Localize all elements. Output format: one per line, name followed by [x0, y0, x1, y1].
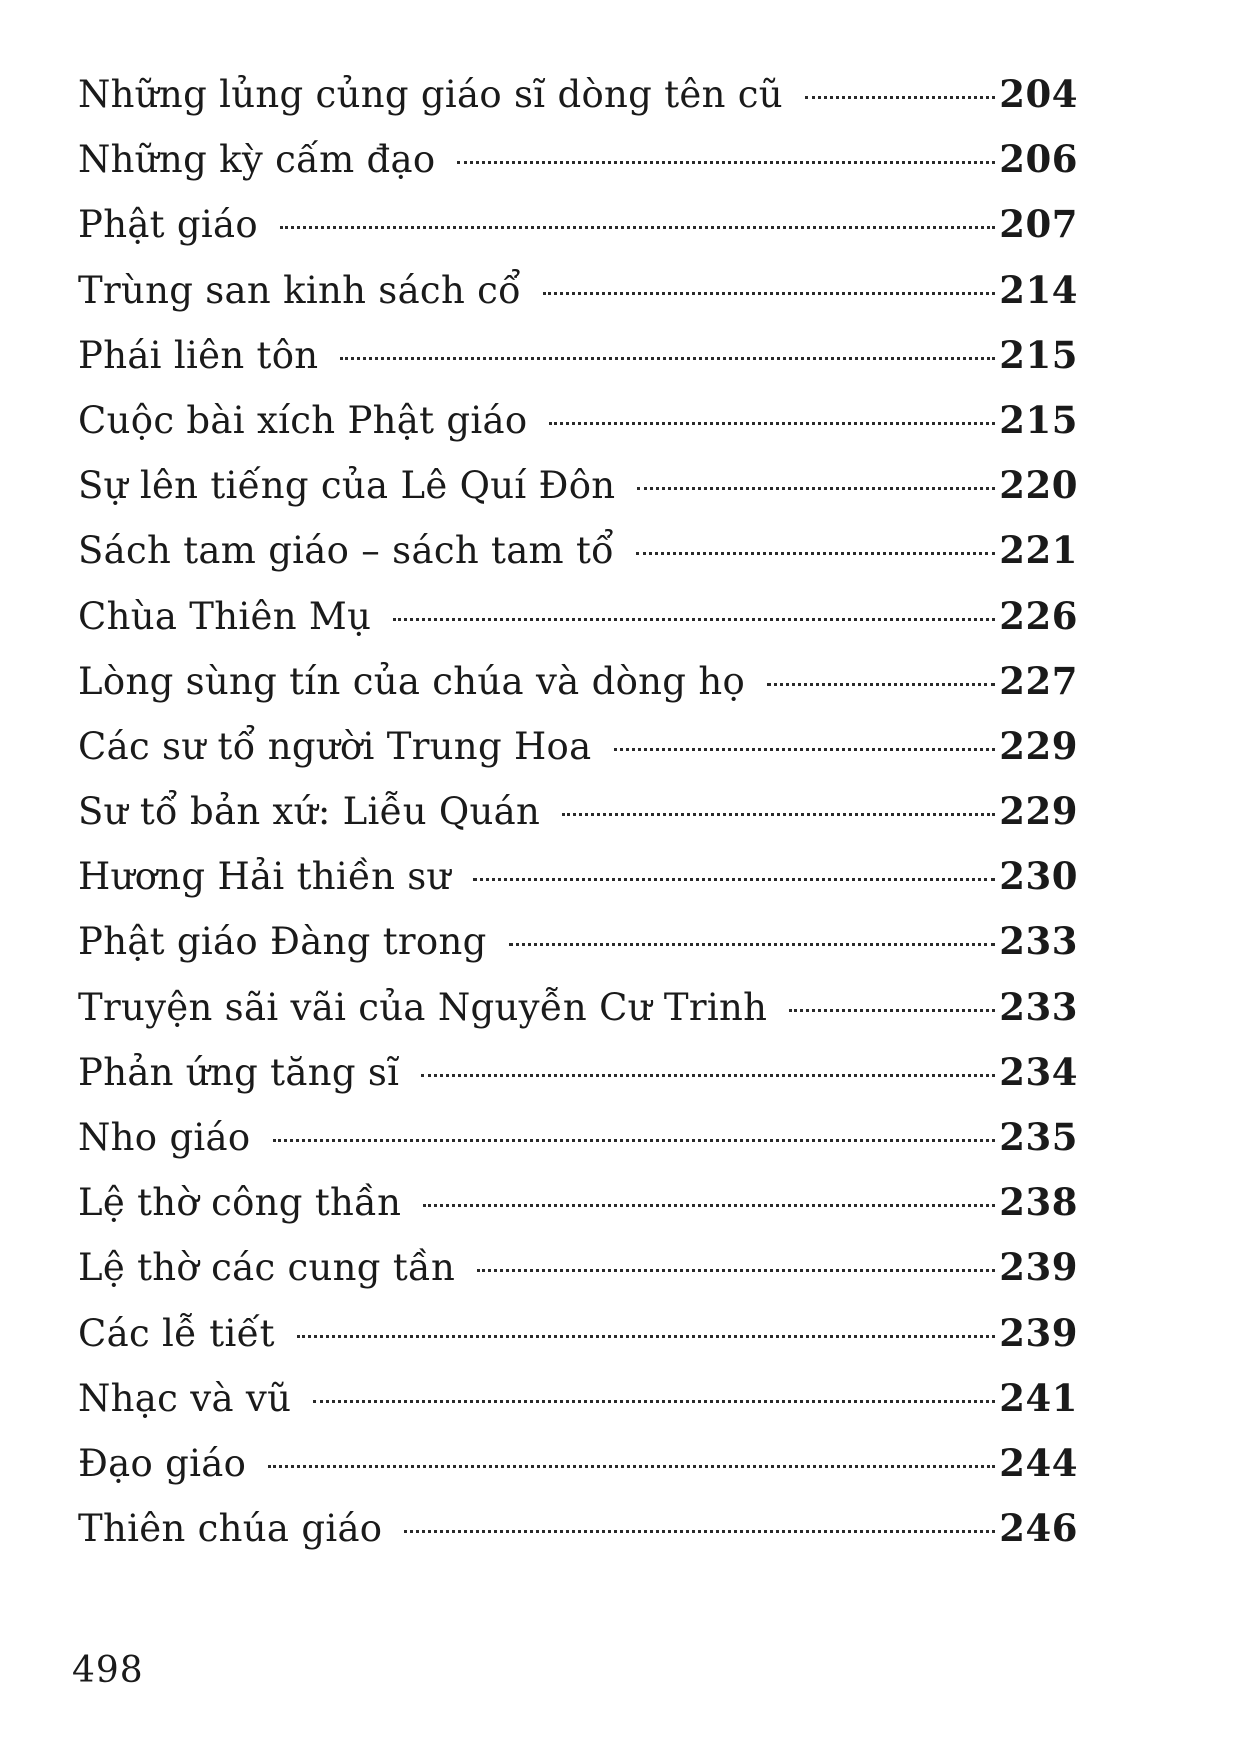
dot-leader [614, 748, 996, 751]
toc-entry [78, 333, 1078, 398]
toc-entry [78, 1115, 1078, 1180]
dot-leader [393, 618, 995, 621]
toc-entry-title: Sư tổ bản xứ: Liễu Quán [78, 790, 541, 834]
toc-entry-page: 226 [999, 593, 1078, 638]
toc-entry [78, 854, 1078, 919]
toc-entry-title: Truyện sãi vãi của Nguyễn Cư Trinh [78, 985, 768, 1029]
toc-entry-page: 207 [999, 202, 1078, 247]
toc-entry-page: 204 [999, 72, 1078, 116]
toc-entry [78, 985, 1078, 1050]
dot-leader [280, 226, 995, 229]
toc-entry-title: Phật giáo [78, 203, 258, 247]
toc-entry-page: 238 [999, 1180, 1078, 1225]
toc-entry [78, 919, 1078, 984]
dot-leader [457, 161, 995, 164]
toc-entry-title: Phật giáo Đàng trong [78, 920, 487, 964]
toc-entry-page: 206 [999, 137, 1078, 182]
toc-entry-page: 230 [999, 854, 1078, 899]
dot-leader [789, 1009, 995, 1012]
dot-leader [268, 1465, 995, 1468]
toc-entry [78, 594, 1078, 659]
toc-entry-title: Lòng sùng tín của chúa và dòng họ [78, 659, 746, 703]
toc-entry [78, 398, 1078, 463]
toc-entry [78, 202, 1078, 267]
toc-entry-title: Lệ thờ các cung tần [78, 1246, 456, 1290]
toc-entry-page: 246 [999, 1506, 1078, 1551]
toc-entry-page: 239 [999, 1245, 1078, 1290]
toc-entry-page: 235 [999, 1115, 1078, 1159]
dot-leader [273, 1139, 996, 1142]
toc-entry-title: Hương Hải thiền sư [78, 855, 451, 899]
toc-entry-title: Các sư tổ người Trung Hoa [78, 724, 592, 768]
toc-entry [78, 72, 1078, 137]
toc-entry-title: Thiên chúa giáo [78, 1507, 383, 1551]
toc-entry [78, 659, 1078, 724]
toc-entry-title: Phái liên tôn [78, 333, 319, 377]
dot-leader [421, 1074, 995, 1077]
toc-entry-page: 229 [999, 789, 1078, 834]
dot-leader [549, 422, 995, 425]
toc-entry [78, 1245, 1078, 1310]
table-of-contents [78, 72, 1078, 1571]
toc-entry-page: 220 [999, 463, 1078, 508]
toc-entry-page: 215 [999, 332, 1078, 377]
toc-entry-title: Phản ứng tăng sĩ [78, 1050, 400, 1094]
toc-entry-page: 214 [999, 267, 1078, 312]
dot-leader [423, 1204, 995, 1207]
toc-entry-page: 215 [999, 397, 1078, 442]
toc-entry [78, 268, 1078, 333]
dot-leader [473, 878, 996, 881]
toc-entry [78, 1441, 1078, 1506]
dot-leader [637, 487, 995, 490]
dot-leader [340, 357, 995, 360]
toc-entry-title: Lệ thờ công thần [78, 1181, 402, 1225]
toc-entry [78, 789, 1078, 854]
dot-leader [636, 552, 995, 555]
toc-entry-title: Trùng san kinh sách cổ [78, 268, 522, 312]
toc-entry [78, 463, 1078, 528]
dot-leader [313, 1400, 995, 1403]
toc-entry-title: Những kỳ cấm đạo [78, 138, 436, 182]
dot-leader [805, 96, 995, 99]
dot-leader [404, 1530, 995, 1533]
toc-entry-page: 233 [999, 919, 1078, 964]
toc-entry-title: Các lễ tiết [78, 1311, 275, 1355]
toc-entry [78, 528, 1078, 593]
dot-leader [562, 813, 995, 816]
dot-leader [477, 1269, 995, 1272]
toc-entry-page: 244 [999, 1440, 1078, 1485]
toc-entry-page: 227 [999, 658, 1078, 703]
toc-entry-title: Những lủng củng giáo sĩ dòng tên cũ [78, 73, 783, 116]
dot-leader [543, 292, 995, 295]
toc-entry [78, 724, 1078, 789]
toc-entry-title: Nhạc và vũ [78, 1376, 292, 1420]
toc-entry-title: Đạo giáo [78, 1441, 247, 1485]
toc-entry-title: Chùa Thiên Mụ [78, 594, 372, 638]
toc-entry [78, 1311, 1078, 1376]
page-number: 498 [72, 1650, 144, 1691]
dot-leader [509, 943, 996, 946]
toc-entry [78, 1506, 1078, 1571]
dot-leader [767, 683, 995, 686]
toc-entry-page: 221 [999, 528, 1078, 573]
toc-entry-title: Nho giáo [78, 1116, 251, 1159]
toc-entry-title: Sự lên tiếng của Lê Quí Đôn [78, 464, 616, 508]
toc-entry-page: 233 [999, 984, 1078, 1029]
toc-entry [78, 1180, 1078, 1245]
toc-entry-page: 229 [999, 723, 1078, 768]
toc-entry [78, 137, 1078, 202]
toc-entry [78, 1050, 1078, 1115]
toc-entry-title: Sách tam giáo – sách tam tổ [78, 529, 615, 573]
toc-entry-page: 234 [999, 1049, 1078, 1094]
toc-entry-page: 241 [999, 1375, 1078, 1420]
dot-leader [297, 1335, 995, 1338]
toc-entry [78, 1376, 1078, 1441]
toc-entry-title: Cuộc bài xích Phật giáo [78, 398, 528, 442]
toc-entry-page: 239 [999, 1310, 1078, 1355]
